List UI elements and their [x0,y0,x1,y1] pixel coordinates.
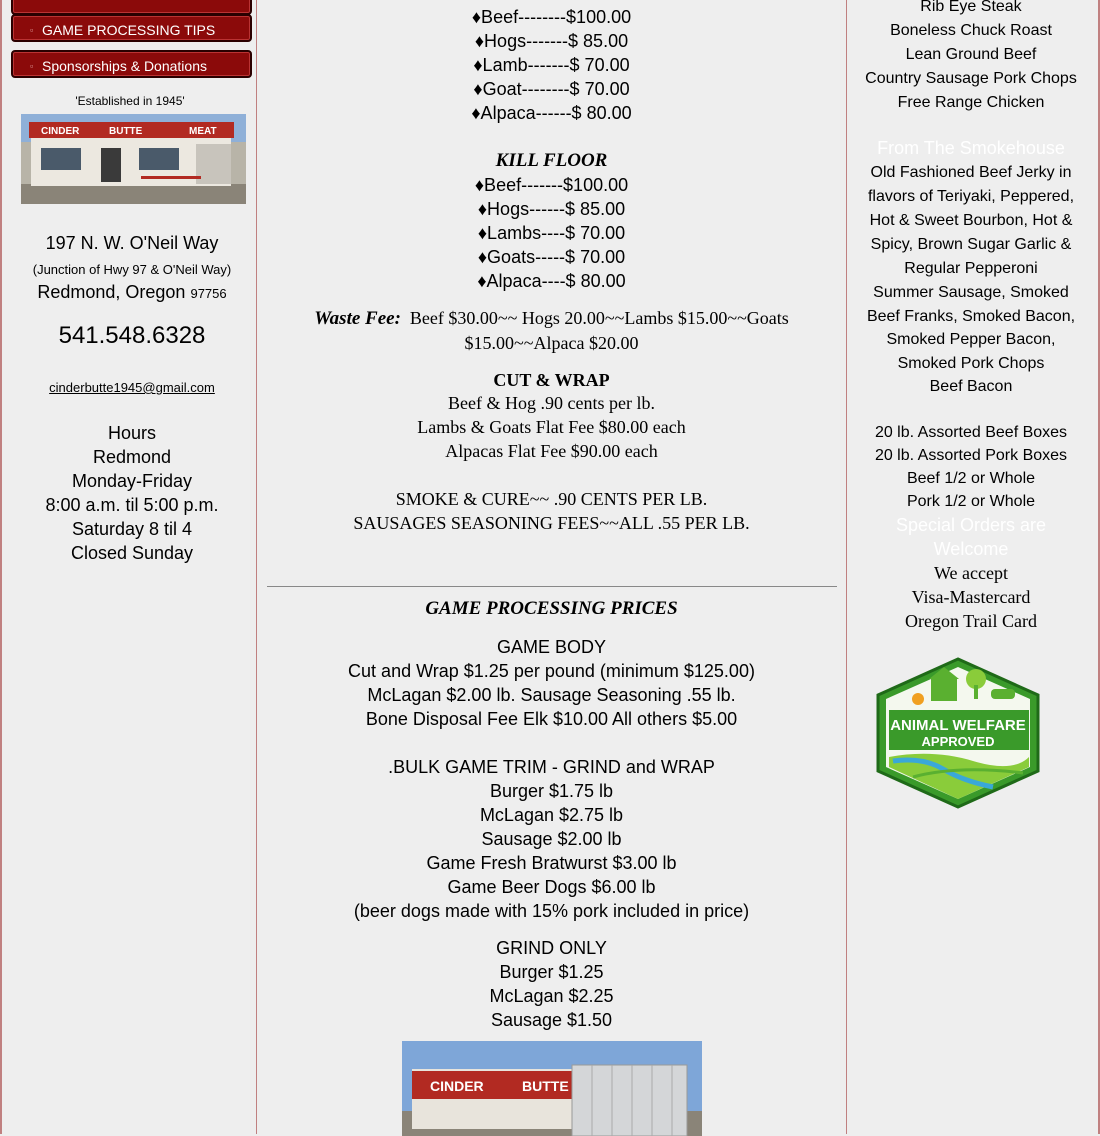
price-item: ♦Lambs----$ 70.00 [477,223,626,243]
hours-days: Monday-Friday [71,471,193,491]
box-item: Pork 1/2 or Whole [906,493,1036,510]
address-junction: (Junction of Hwy 97 & O'Neil Way) [32,262,232,277]
zip-code: 97756 [190,286,227,301]
svg-text:BUTTE: BUTTE [522,1078,569,1094]
accept-line: Visa-Mastercard [911,587,1031,607]
waste-fee-text: Beef $30.00~~ Hogs 20.00~~Lambs $15.00~~Goats $15.00~~Alpaca $20.00 [409,308,789,353]
boxes-list [847,421,1095,513]
cut-line: Alpacas Flat Fee $90.00 each [445,441,658,461]
nav-game-processing-tips[interactable] [11,14,252,42]
price-item: ♦Goats-----$ 70.00 [477,247,626,267]
price-item: ♦Goat--------$ 70.00 [473,79,630,99]
svg-text:MEAT: MEAT [189,126,217,137]
email-link[interactable]: cinderbutte1945@gmail.com [49,380,215,395]
game-body-line: Bone Disposal Fee Elk $10.00 All others $5.00 [365,709,738,729]
bulk-line: Game Fresh Bratwurst $3.00 lb [426,853,677,873]
nav-sponsorships[interactable] [11,50,252,78]
meat-item: Boneless Chuck Roast [890,22,1052,39]
game-processing-heading: GAME PROCESSING PRICES [425,598,678,619]
bulk-line: .BULK GAME TRIM - GRIND and WRAP [388,757,715,777]
cut-wrap-lines [257,391,846,463]
main-content [257,0,847,1134]
established-text: 'Established in 1945' [75,94,185,108]
bulk-line: McLagan $2.75 lb [479,805,624,825]
price-item: ♦Hogs------$ 85.00 [477,199,626,219]
nav-button-hidden[interactable] [11,0,252,15]
phone-number[interactable]: 541.548.6328 [58,322,206,349]
price-item: ♦Alpaca----$ 80.00 [477,271,626,291]
svg-text:CINDER: CINDER [41,126,80,137]
nav-label: Sponsorships & Donations [42,58,207,74]
grind-line: McLagan $2.25 [489,986,614,1006]
svg-text:BUTTE: BUTTE [109,126,143,137]
price-item: ♦Beef--------$100.00 [471,7,632,27]
meat-item: Country Sausage Pork Chops [865,70,1077,87]
game-body-line: Cut and Wrap $1.25 per pound (minimum $125.00) [348,661,755,681]
bullet-icon: ▫ [30,61,34,71]
kill-floor-prices [257,173,846,293]
grind-line: GRIND ONLY [496,938,607,958]
box-item: 20 lb. Assorted Beef Boxes [874,424,1068,441]
meat-item: Free Range Chicken [897,94,1045,111]
price-item: ♦Beef-------$100.00 [474,175,629,195]
special-orders: Special Orders are Welcome [895,515,1047,559]
section-divider [267,586,837,587]
meat-item: Rib Eye Steak [920,0,1022,15]
game-body-block [257,635,846,731]
cut-line: Beef & Hog .90 cents per lb. [448,393,655,413]
smoke-cure-lines [257,487,846,535]
price-item: ♦Lamb-------$ 70.00 [473,55,630,75]
accept-line: We accept [934,563,1008,583]
bullet-icon: ▫ [30,25,34,35]
storefront-photo [21,114,246,204]
hours-heading: Hours [107,423,156,443]
grind-line: Burger $1.25 [499,962,604,982]
waste-fee-label: Waste Fee: [314,308,401,329]
bulk-trim-block [257,755,846,923]
hours-location: Redmond [92,447,172,467]
right-sidebar [847,0,1100,1134]
payment-accepted [847,561,1095,633]
hours-sunday: Closed Sunday [70,543,194,563]
grind-line: Sausage $1.50 [490,1010,613,1030]
bulk-line: Game Beer Dogs $6.00 lb [447,877,656,897]
smokehouse-item: Summer Sausage, Smoked Beef Franks, Smoked Bacon, Smoked Pepper Bacon, Smoked Pork Chops [866,284,1076,372]
nav-label: GAME PROCESSING TIPS [42,22,216,38]
storefront-photo-large [402,1041,702,1136]
meat-list [847,0,1095,115]
waste-fee [257,306,846,355]
hours-weekday-time: 8:00 a.m. til 5:00 p.m. [45,495,219,515]
price-item: ♦Alpaca------$ 80.00 [471,103,632,123]
address-city [4,282,260,303]
price-list-top [257,5,846,125]
meat-item: Lean Ground Beef [905,46,1037,63]
city-state: Redmond, Oregon [37,282,186,302]
svg-text:ANIMAL WELFARE: ANIMAL WELFARE [890,717,1026,734]
cut-wrap-heading: CUT & WRAP [493,370,610,390]
accept-line: Oregon Trail Card [905,611,1037,631]
bulk-line: (beer dogs made with 15% pork included in price) [353,901,750,921]
smoke-line: SAUSAGES SEASONING FEES~~ALL .55 PER LB. [353,513,750,533]
price-item: ♦Hogs-------$ 85.00 [474,31,629,51]
hours-block [4,421,260,565]
address-street: 197 N. W. O'Neil Way [45,233,219,253]
hours-saturday: Saturday 8 til 4 [71,519,193,539]
game-body-line: McLagan $2.00 lb. Sausage Seasoning .55 lb. [367,685,736,705]
svg-text:CINDER: CINDER [430,1078,484,1094]
grind-only-block [257,936,846,1032]
smokehouse-heading: From The Smokehouse [877,138,1065,158]
smokehouse-item: Beef Bacon [929,378,1013,395]
smoke-line: SMOKE & CURE~~ .90 CENTS PER LB. [395,489,708,509]
game-body-line: GAME BODY [496,637,607,657]
left-sidebar [4,0,257,1134]
bulk-line: Burger $1.75 lb [489,781,614,801]
box-item: Beef 1/2 or Whole [906,470,1036,487]
box-item: 20 lb. Assorted Pork Boxes [874,447,1068,464]
smokehouse-item: Old Fashioned Beef Jerky in flavors of Teriyaki, Peppered, Hot & Sweet Bourbon, Hot & Spicy, Brown Sugar Garlic & Regular Pepperoni [867,164,1075,277]
smokehouse-list [847,161,1095,398]
bulk-line: Sausage $2.00 lb [481,829,622,849]
cut-line: Lambs & Goats Flat Fee $80.00 each [417,417,686,437]
svg-text:APPROVED: APPROVED [921,734,995,749]
animal-welfare-approved-badge [873,657,1043,809]
kill-floor-heading: KILL FLOOR [495,150,608,171]
